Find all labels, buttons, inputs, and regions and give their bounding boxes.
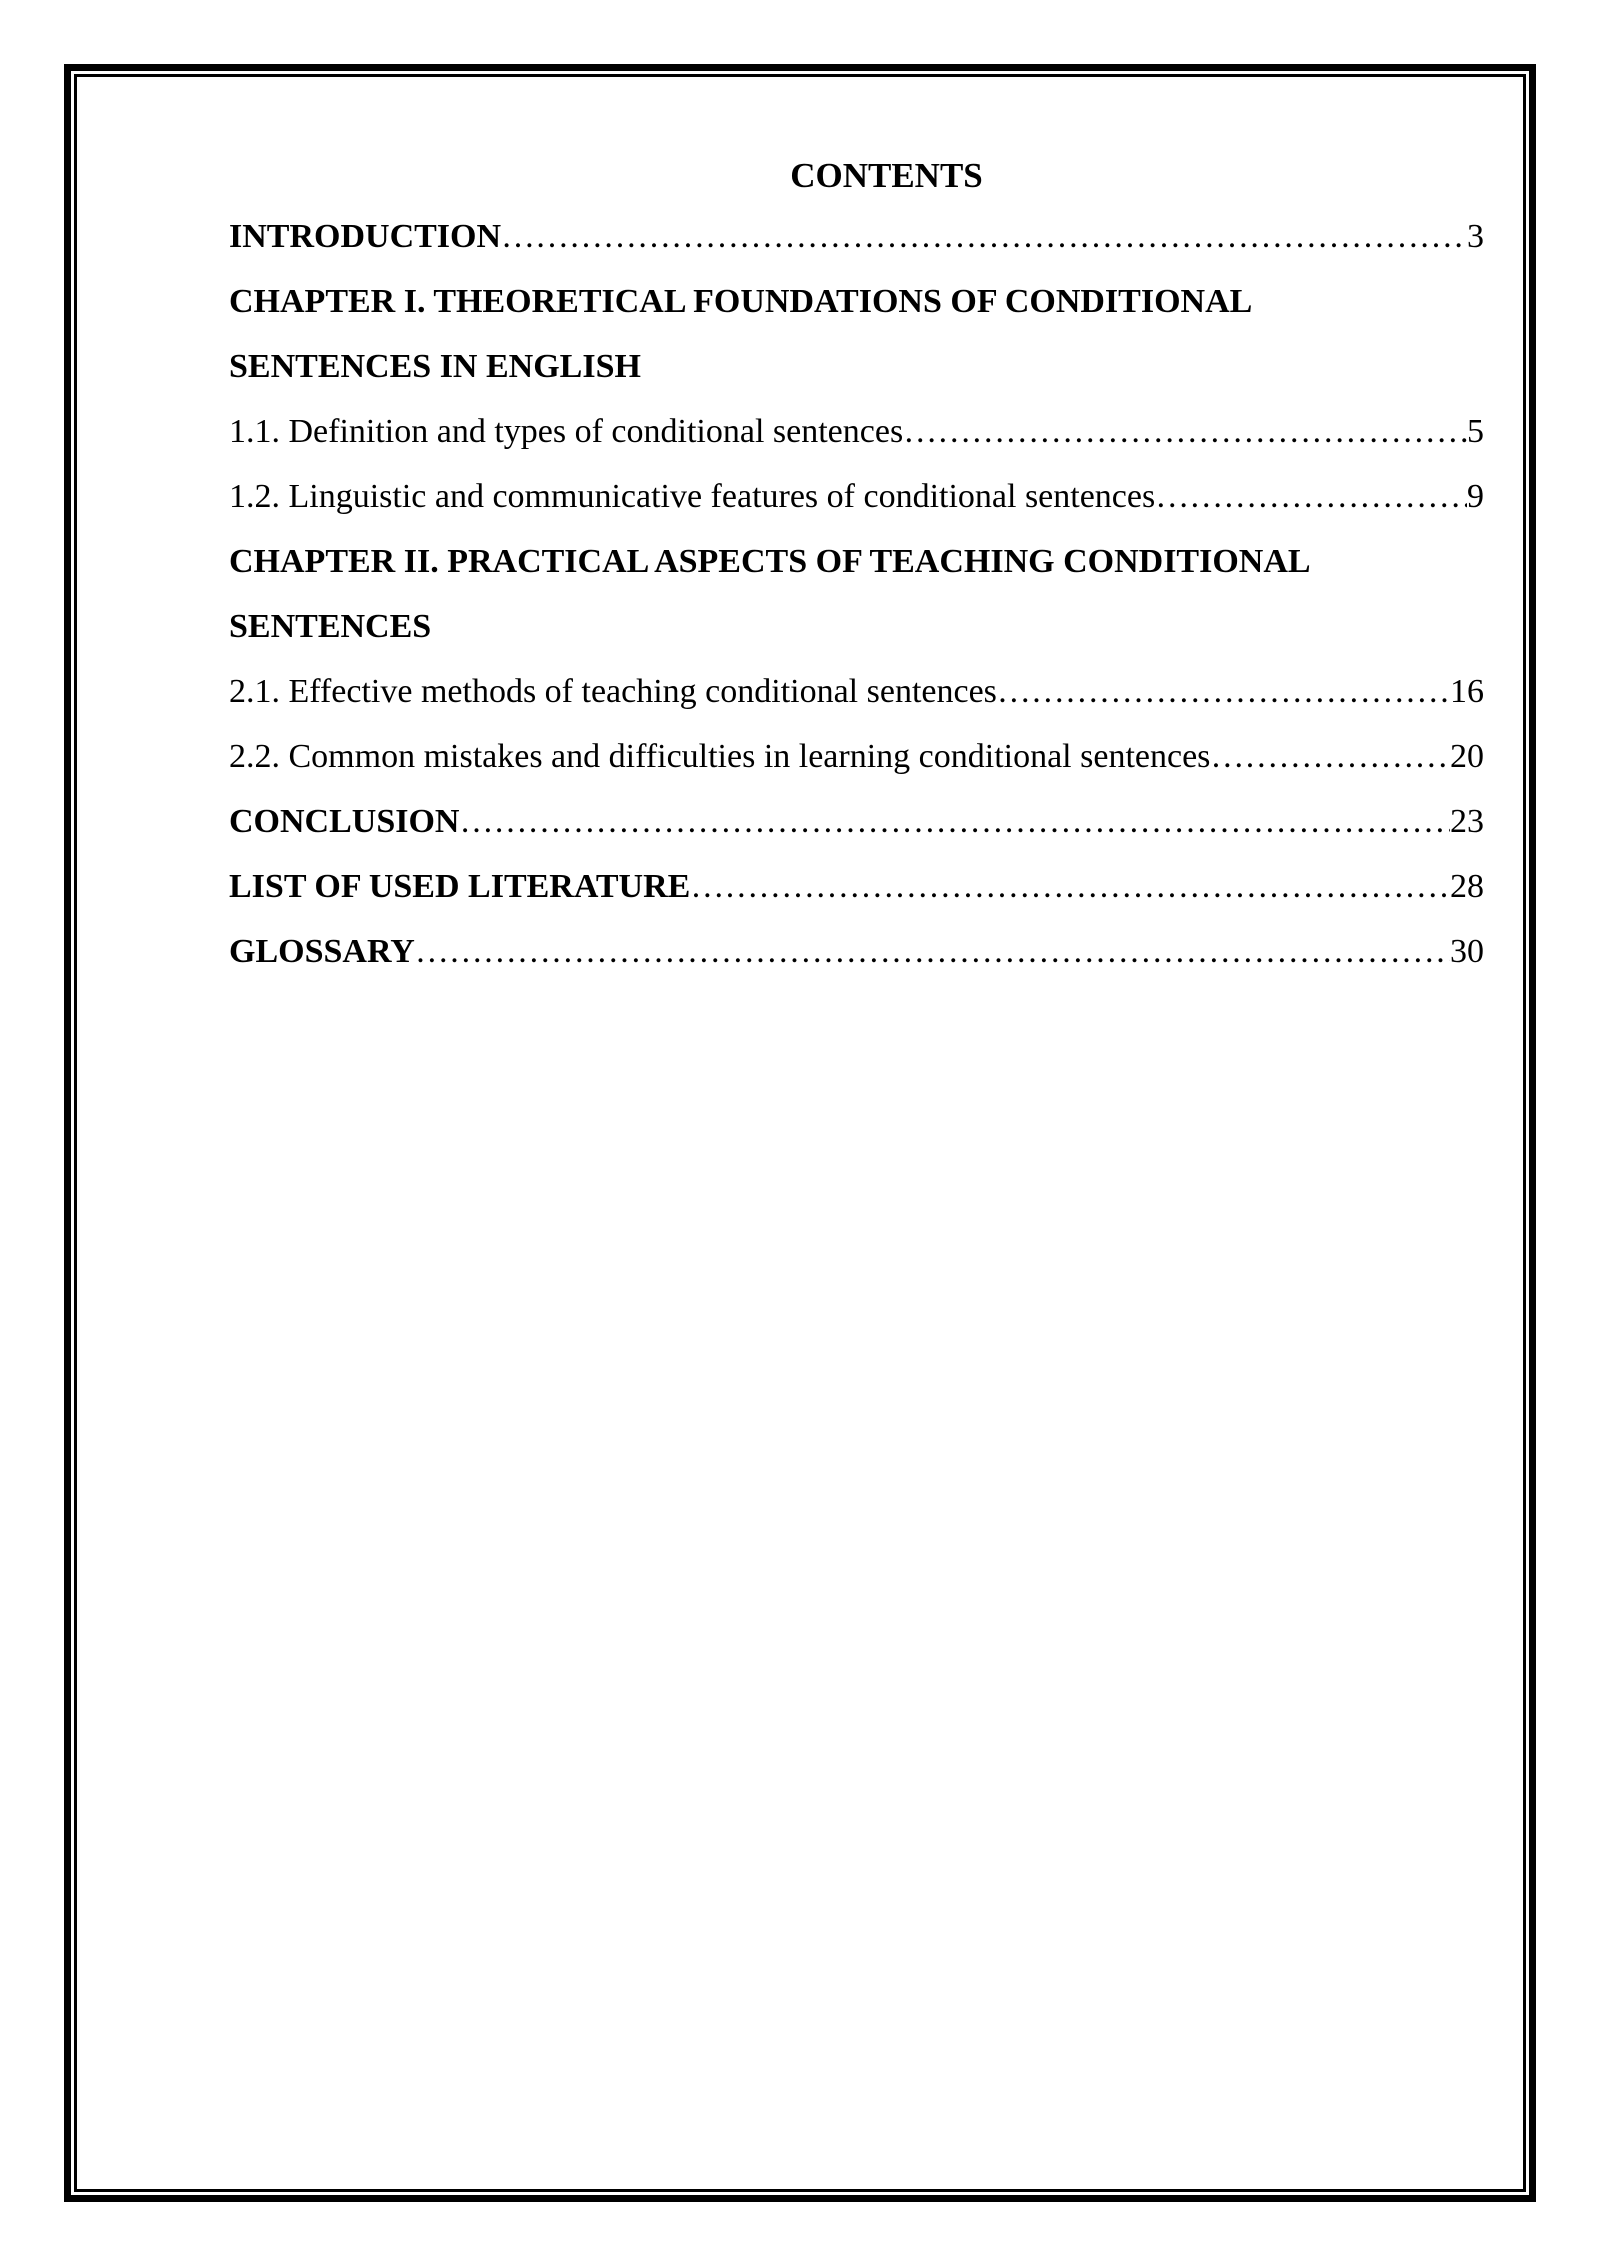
toc-dot-leader <box>1210 724 1450 789</box>
toc-entry-label: GLOSSARY <box>229 933 415 970</box>
toc-entry-label: LIST OF USED LITERATURE <box>229 868 691 905</box>
toc-page-number: 3 <box>1467 218 1484 255</box>
toc-entry-2-1 <box>229 659 1484 724</box>
toc-page-number: 23 <box>1450 803 1484 840</box>
toc-dot-leader <box>415 919 1450 984</box>
toc-heading-line: SENTENCES <box>229 608 432 645</box>
toc-chapter-2-heading <box>229 529 1484 659</box>
toc-page-number: 28 <box>1450 868 1484 905</box>
toc-heading-line: CHAPTER II. PRACTICAL ASPECTS OF TEACHING CONDITIONAL <box>229 543 1311 580</box>
toc-dot-leader <box>501 204 1467 269</box>
toc-entry-glossary <box>229 919 1484 984</box>
toc-page-number: 20 <box>1450 738 1484 775</box>
toc-entry-label: INTRODUCTION <box>229 218 502 255</box>
toc-dot-leader <box>997 659 1450 724</box>
toc-entry-introduction <box>229 204 1484 269</box>
toc-chapter-1-heading <box>229 269 1484 399</box>
toc-dot-leader <box>903 399 1467 464</box>
toc-entry-label: 1.1. Definition and types of conditional sentences <box>229 413 904 450</box>
toc-page-number: 30 <box>1450 933 1484 970</box>
toc-heading-line: CHAPTER I. THEORETICAL FOUNDATIONS OF CONDITIONAL <box>229 283 1253 320</box>
toc-dot-leader <box>1155 464 1467 529</box>
toc-dot-leader <box>459 789 1450 854</box>
toc-entry-literature <box>229 854 1484 919</box>
toc-page-number: 9 <box>1467 478 1484 515</box>
toc-entry-1-2 <box>229 464 1484 529</box>
toc-dot-leader <box>690 854 1450 919</box>
table-of-contents <box>229 148 1484 984</box>
toc-entry-2-2 <box>229 724 1484 789</box>
toc-entry-label: CONCLUSION <box>229 803 460 840</box>
toc-entry-conclusion <box>229 789 1484 854</box>
toc-entry-label: 2.1. Effective methods of teaching conditional sentences <box>229 673 997 710</box>
toc-entry-label: 1.2. Linguistic and communicative features of conditional sentences <box>229 478 1156 515</box>
toc-entry-1-1 <box>229 399 1484 464</box>
toc-title: CONTENTS <box>790 156 983 195</box>
toc-heading-line: SENTENCES IN ENGLISH <box>229 348 641 385</box>
toc-entry-label: 2.2. Common mistakes and difficulties in learning conditional sentences <box>229 738 1211 775</box>
toc-page-number: 5 <box>1467 413 1484 450</box>
toc-page-number: 16 <box>1450 673 1484 710</box>
